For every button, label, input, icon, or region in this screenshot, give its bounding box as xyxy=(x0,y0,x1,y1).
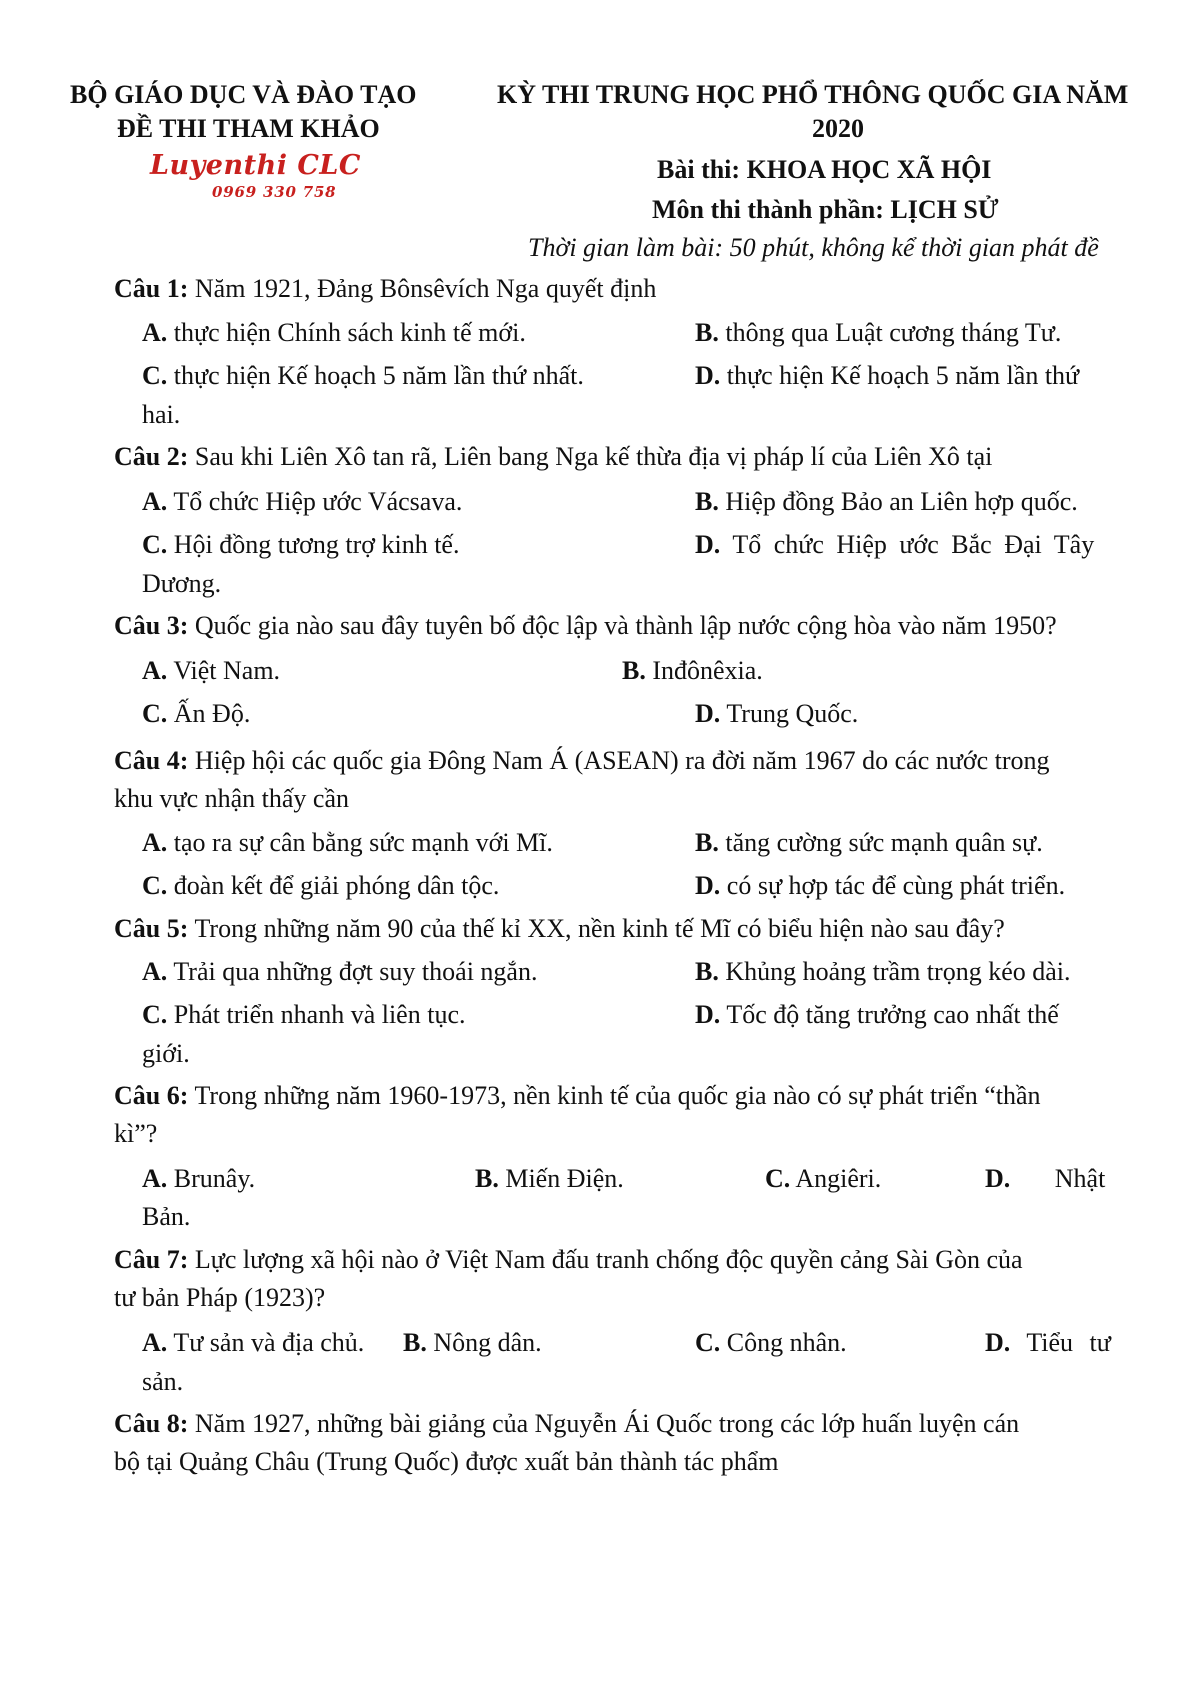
option-a: A. Tổ chức Hiệp ước Vácsava. xyxy=(142,487,463,516)
option-d: D. có sự hợp tác để cùng phát triển. xyxy=(695,871,1066,900)
brand-phone: 0969 330 758 xyxy=(212,183,337,201)
question-4 xyxy=(114,741,1050,781)
option-b: B. thông qua Luật cương tháng Tư. xyxy=(695,318,1062,347)
option-d-continuation: sản. xyxy=(142,1367,184,1396)
option-b: B. Nông dân. xyxy=(403,1328,542,1357)
brand-logo-text: Luyenthi CLC xyxy=(150,150,361,181)
question-6-continuation: kì”? xyxy=(114,1119,158,1148)
option-d-continuation: Bản. xyxy=(142,1202,191,1231)
question-5 xyxy=(114,909,1005,949)
question-text: Trong những năm 90 của thế kỉ XX, nền kinh tế Mĩ có biểu hiện nào sau đây? xyxy=(194,914,1005,943)
exam-year: 2020 xyxy=(812,114,864,143)
option-a: A. Trải qua những đợt suy thoái ngắn. xyxy=(142,957,538,986)
question-label: Câu 7: xyxy=(114,1245,189,1274)
option-b: B. tăng cường sức mạnh quân sự. xyxy=(695,828,1043,857)
option-b: B. Hiệp đồng Bảo an Liên hợp quốc. xyxy=(695,487,1078,516)
question-4-continuation: khu vực nhận thấy cần xyxy=(114,784,350,813)
question-text: Hiệp hội các quốc gia Đông Nam Á (ASEAN) ra đời năm 1967 do các nước trong xyxy=(194,746,1050,775)
question-label: Câu 8: xyxy=(114,1409,189,1438)
option-d-continuation: Dương. xyxy=(142,569,222,598)
option-c: C. Angiêri. xyxy=(765,1164,882,1193)
option-d: D. Trung Quốc. xyxy=(695,699,859,728)
option-a: A. Tư sản và địa chủ. xyxy=(142,1328,365,1357)
option-a: A. thực hiện Chính sách kinh tế mới. xyxy=(142,318,526,347)
question-label: Câu 6: xyxy=(114,1081,189,1110)
option-c: C. đoàn kết để giải phóng dân tộc. xyxy=(142,871,500,900)
option-d: D. Tốc độ tăng trưởng cao nhất thế xyxy=(695,1000,1059,1029)
option-d: D. Tổ chức Hiệp ước Bắc Đại Tây xyxy=(695,530,1095,559)
option-a: A. Việt Nam. xyxy=(142,656,281,685)
question-3 xyxy=(114,606,1057,646)
question-text: Trong những năm 1960-1973, nền kinh tế của quốc gia nào có sự phát triển “thần xyxy=(194,1081,1041,1110)
question-7 xyxy=(114,1240,1023,1280)
question-label: Câu 2: xyxy=(114,442,189,471)
question-text: Sau khi Liên Xô tan rã, Liên bang Nga kế thừa địa vị pháp lí của Liên Xô tại xyxy=(194,442,993,471)
question-label: Câu 5: xyxy=(114,914,189,943)
question-label: Câu 1: xyxy=(114,274,189,303)
option-d-continuation: giới. xyxy=(142,1039,190,1068)
option-d: D. thực hiện Kế hoạch 5 năm lần thứ xyxy=(695,361,1080,390)
question-text: Quốc gia nào sau đây tuyên bố độc lập và thành lập nước cộng hòa vào năm 1950? xyxy=(194,611,1057,640)
option-c: C. Phát triển nhanh và liên tục. xyxy=(142,1000,466,1029)
option-d-continuation: hai. xyxy=(142,400,181,429)
question-text: Lực lượng xã hội nào ở Việt Nam đấu tranh chống độc quyền cảng Sài Gòn của xyxy=(194,1245,1023,1274)
option-a: A. Brunây. xyxy=(142,1164,256,1193)
question-6 xyxy=(114,1076,1041,1116)
question-1 xyxy=(114,269,656,309)
question-text: Năm 1921, Đảng Bônsêvích Nga quyết định xyxy=(194,274,657,303)
ministry-title: BỘ GIÁO DỤC VÀ ĐÀO TẠO xyxy=(70,80,417,109)
option-d: D. Nhật xyxy=(985,1164,1106,1193)
exam-title: KỲ THI TRUNG HỌC PHỔ THÔNG QUỐC GIA NĂM xyxy=(497,80,1129,109)
question-text: Năm 1927, những bài giảng của Nguyễn Ái Quốc trong các lớp huấn luyện cán xyxy=(194,1409,1020,1438)
option-b: B. Khủng hoảng trầm trọng kéo dài. xyxy=(695,957,1071,986)
exam-type-title: ĐỀ THI THAM KHẢO xyxy=(117,114,380,143)
question-label: Câu 4: xyxy=(114,746,189,775)
question-label: Câu 3: xyxy=(114,611,189,640)
option-c: C. Hội đồng tương trợ kinh tế. xyxy=(142,530,460,559)
question-2 xyxy=(114,437,992,477)
option-b: B. Miến Điện. xyxy=(475,1164,624,1193)
exam-name: Bài thi: KHOA HỌC XÃ HỘI xyxy=(657,155,992,184)
exam-duration: Thời gian làm bài: 50 phút, không kể thời gian phát đề xyxy=(528,233,1099,262)
option-c: C. thực hiện Kế hoạch 5 năm lần thứ nhất. xyxy=(142,361,584,390)
question-8 xyxy=(114,1404,1019,1444)
option-b: B. Inđônêxia. xyxy=(622,656,763,685)
option-c: C. Ấn Độ. xyxy=(142,699,251,728)
option-a: A. tạo ra sự cân bằng sức mạnh với Mĩ. xyxy=(142,828,553,857)
option-d: D. Tiểu tư xyxy=(985,1328,1111,1357)
option-c: C. Công nhân. xyxy=(695,1328,847,1357)
subject-title: Môn thi thành phần: LỊCH SỬ xyxy=(652,195,999,224)
question-8-continuation: bộ tại Quảng Châu (Trung Quốc) được xuất bản thành tác phẩm xyxy=(114,1447,779,1476)
question-7-continuation: tư bản Pháp (1923)? xyxy=(114,1283,326,1312)
